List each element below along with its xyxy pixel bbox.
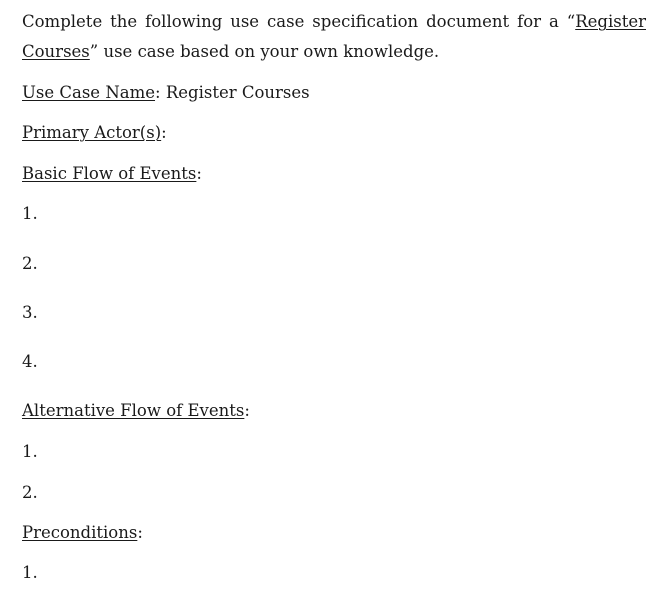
primary-actor-line bbox=[22, 123, 167, 142]
alternative-flow-heading bbox=[22, 401, 250, 420]
basic-flow-item: 4. bbox=[22, 352, 38, 371]
intro-link-register: Register bbox=[575, 12, 646, 31]
intro-link-courses: Courses bbox=[22, 42, 90, 61]
alternative-flow-colon: : bbox=[244, 401, 250, 420]
alternative-flow-item: 1. bbox=[22, 442, 38, 461]
basic-flow-item: 3. bbox=[22, 303, 38, 322]
intro-line-1 bbox=[22, 11, 646, 33]
basic-flow-label: Basic Flow of Events bbox=[22, 164, 197, 183]
basic-flow-item: 1. bbox=[22, 204, 38, 223]
preconditions-item: 1. bbox=[22, 563, 38, 582]
alternative-flow-item: 2. bbox=[22, 483, 38, 502]
intro-line-2 bbox=[22, 42, 439, 61]
basic-flow-colon: : bbox=[196, 164, 202, 183]
preconditions-colon: : bbox=[137, 523, 143, 542]
alternative-flow-label: Alternative Flow of Events bbox=[22, 401, 245, 420]
use-case-name-colon: : bbox=[155, 83, 161, 102]
primary-actor-colon: : bbox=[161, 123, 167, 142]
preconditions-label: Preconditions bbox=[22, 523, 138, 542]
preconditions-heading bbox=[22, 523, 143, 542]
intro-text-2: ” use case based on your own knowledge. bbox=[89, 42, 440, 61]
use-case-name-line bbox=[22, 83, 310, 102]
basic-flow-heading bbox=[22, 164, 202, 183]
intro-text-1: Complete the following use case specification document for a “ bbox=[22, 12, 576, 31]
basic-flow-item: 2. bbox=[22, 254, 38, 273]
use-case-name-label: Use Case Name bbox=[22, 83, 156, 102]
use-case-name-value: Register Courses bbox=[160, 83, 310, 102]
primary-actor-label: Primary Actor(s) bbox=[22, 123, 162, 142]
